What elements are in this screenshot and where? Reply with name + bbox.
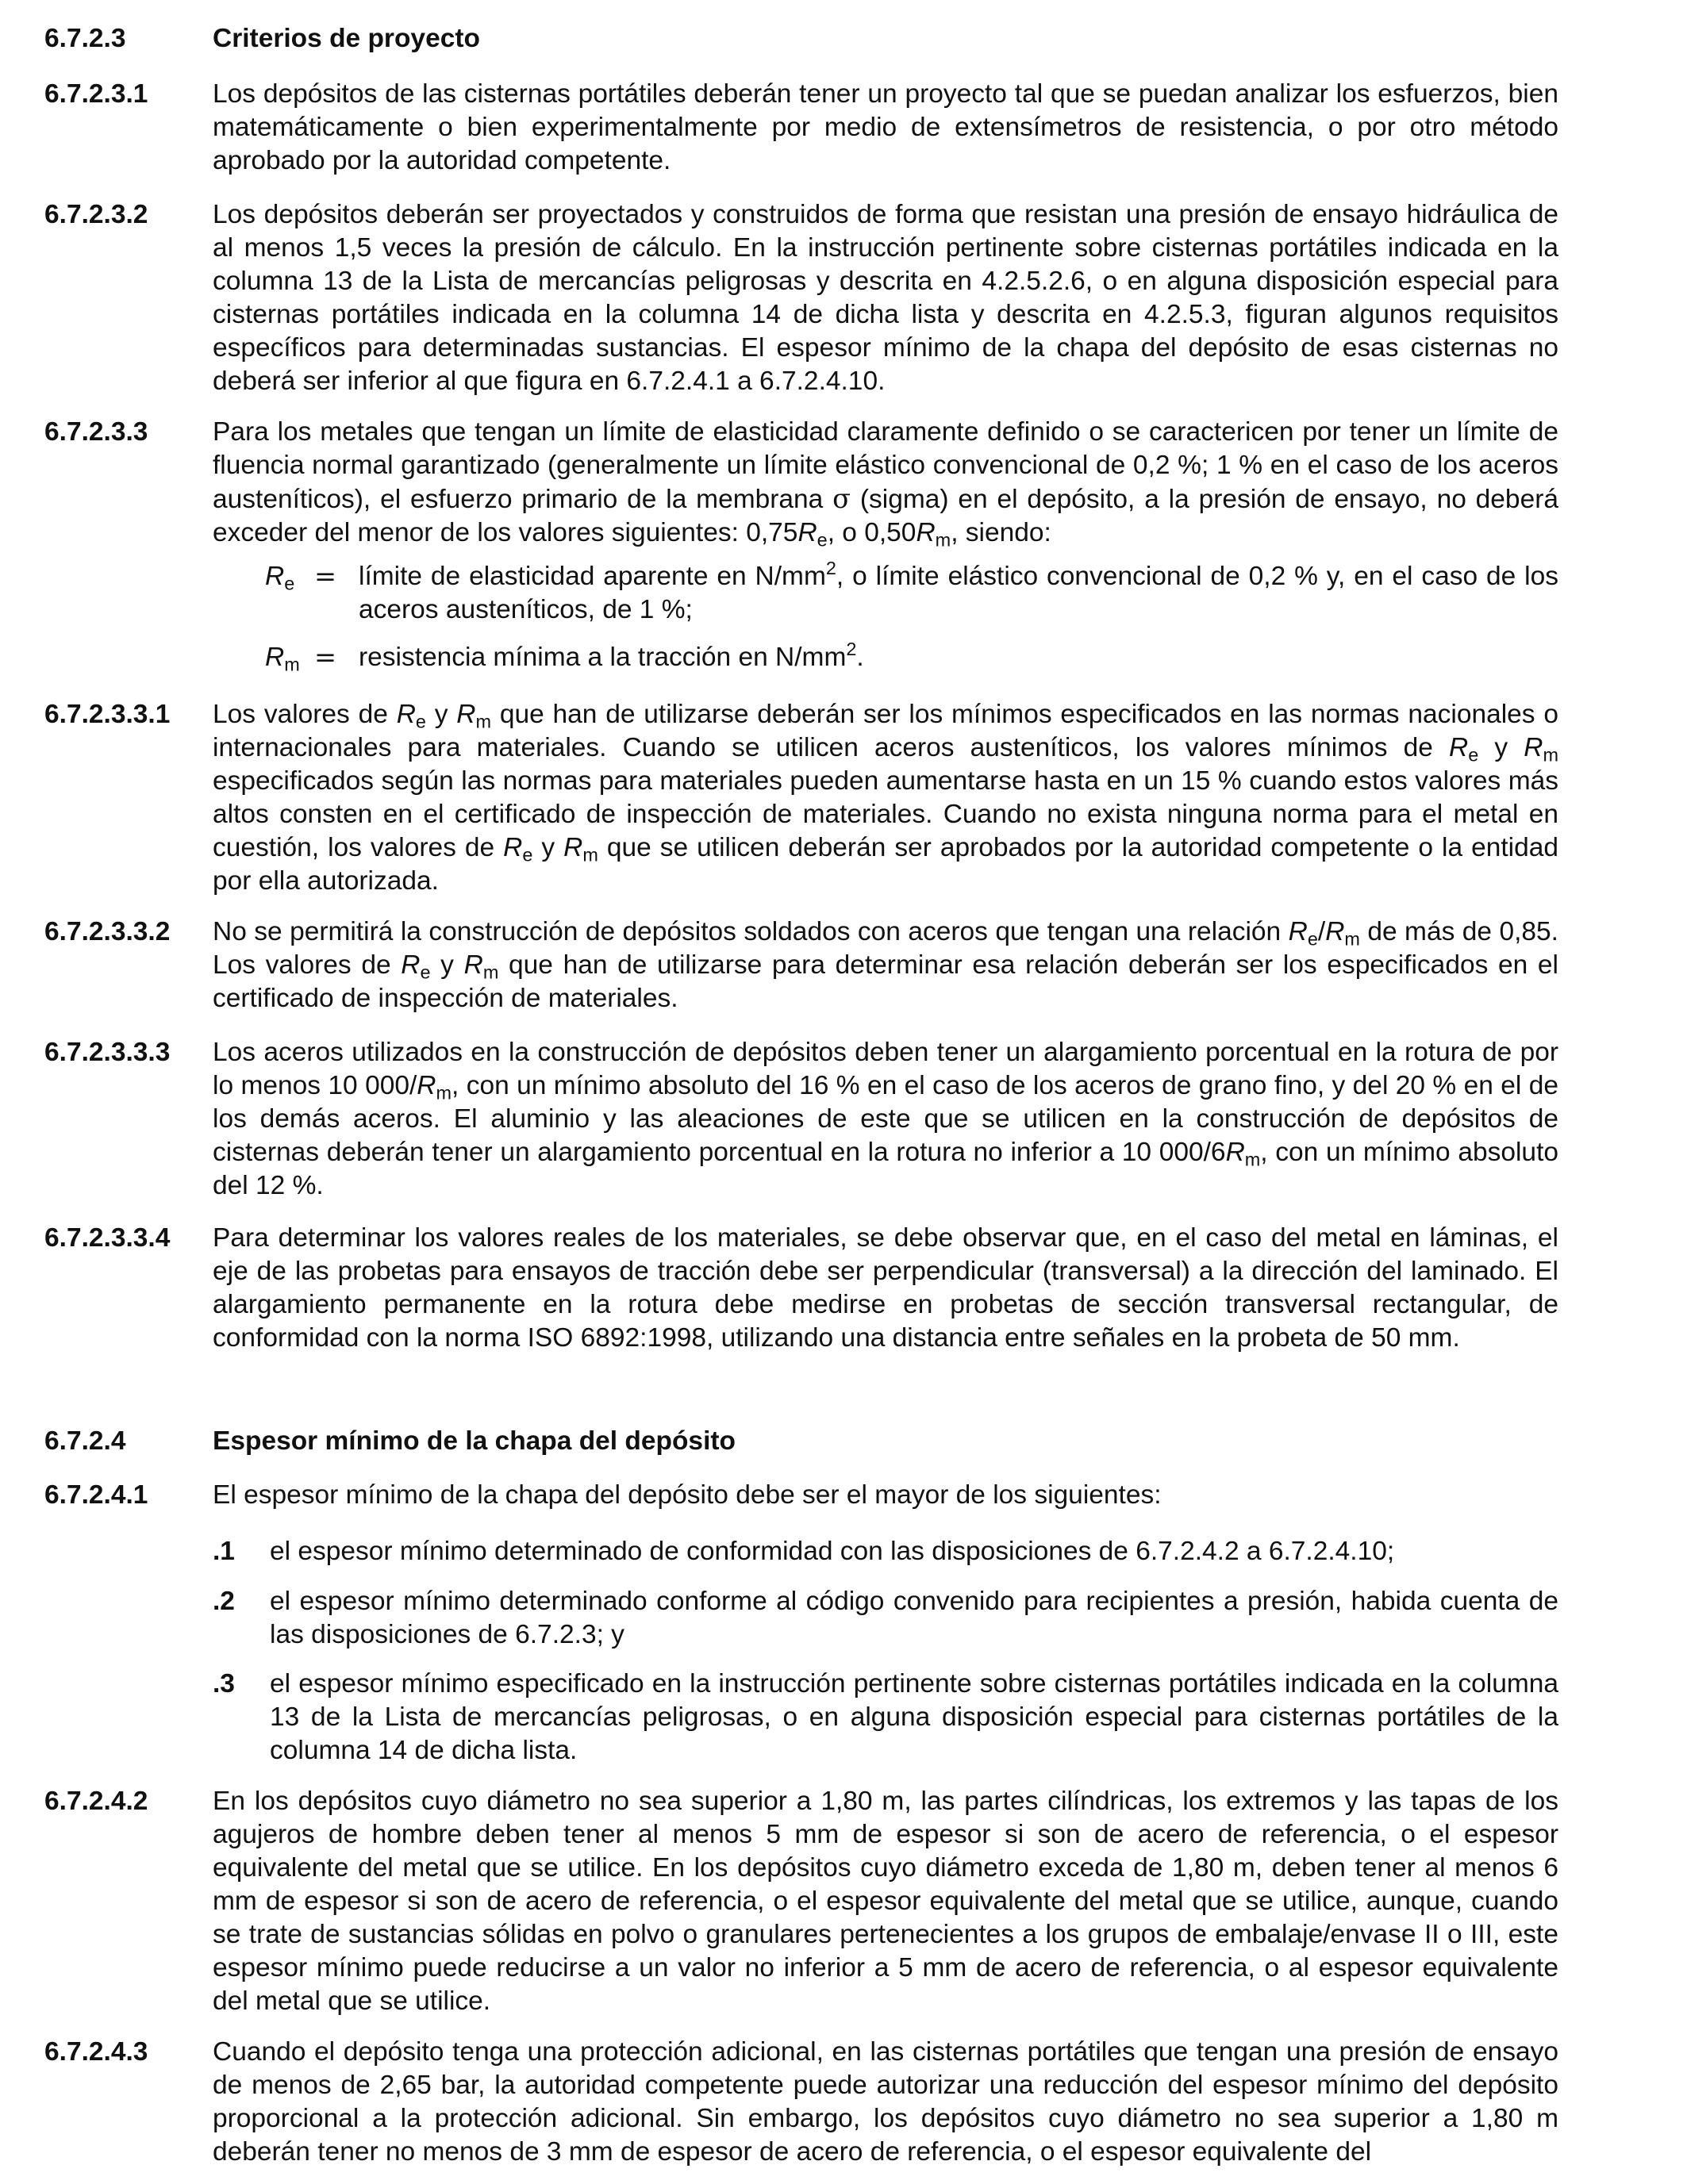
equals-sign: = (314, 561, 337, 592)
paragraph-number: 6.7.2.3.1 (44, 79, 148, 109)
paragraph-number: 6.7.2.3.3.3 (44, 1038, 171, 1067)
paragraph-number: 6.7.2.3.2 (44, 200, 148, 229)
definition-symbol-re: $R_e$ (265, 562, 295, 594)
paragraph-number: 6.7.2.4.1 (44, 1480, 148, 1510)
section-title: Espesor mínimo de la chapa del depósito (213, 1426, 736, 1456)
list-item-number: .1 (213, 1537, 235, 1566)
paragraph-text: Para los metales que tengan un límite de elasticidad claramente definido o se caractericen por tener un límite de fluencia normal garantizado (generalmente un límite elástico convencional de 0,2 %; 1 % en el caso de los aceros austeníticos), el esfuerzo primario de la membrana σ (sigma) en el depósito, a la presión de ensayo, no deberá exceder del menor de los valores siguientes: $0,75R_e$, o $0,50R_m$, siendo: (213, 417, 1558, 551)
paragraph-number: 6.7.2.3.3.2 (44, 917, 171, 946)
sigma-symbol: σ (832, 483, 851, 514)
paragraph-text: No se permitirá la construcción de depósitos soldados con aceros que tengan una relación $R_e/R_m$ de más de 0,85. Los valores de $R_e$ y $R_m$ que han de utilizarse para determinar esa relación deberán ser los especificados en el certificado de inspección de materiales. (213, 917, 1558, 1013)
list-item-number: .3 (213, 1669, 235, 1698)
section-number: 6.7.2.4 (44, 1426, 126, 1456)
equals-sign: = (314, 642, 337, 673)
paragraph-text: El espesor mínimo de la chapa del depósito debe ser el mayor de los siguientes: (213, 1480, 1162, 1510)
paragraph-number: 6.7.2.4.2 (44, 1787, 148, 1816)
list-item-text: el espesor mínimo determinado conforme al código convenido para recipientes a presión, habida cuenta de las disposiciones de 6.7.2.3; y (270, 1587, 1558, 1649)
definition-text-rm: resistencia mínima a la tracción en $N/mm^2$. (359, 639, 864, 672)
paragraph-text: Cuando el depósito tenga una protección adicional, en las cisternas portátiles que tengan una presión de ensayo de menos de 2,65 bar, la autoridad competente puede autorizar una reducción del espesor mínimo del depósito proporcional a la protección adicional. Sin embargo, los depósitos cuyo diámetro no sea superior a 1,80 m deberán tener no menos de 3 mm de espesor de acero de referencia, o el espesor equivalente del (213, 2037, 1558, 2167)
paragraph-number: 6.7.2.3.3.1 (44, 700, 171, 729)
section-title: Criterios de proyecto (213, 24, 480, 53)
definition-text-re: límite de elasticidad aparente en $N/mm^2$, o límite elástico convencional de 0,2 % y, en el caso de los aceros austeníticos, de 1 %; (359, 558, 1559, 624)
paragraph-number: 6.7.2.4.3 (44, 2037, 148, 2067)
paragraph-text: Los depósitos de las cisternas portátiles deberán tener un proyecto tal que se puedan analizar los esfuerzos, bien matemáticamente o bien experimentalmente por medio de extensímetros de resistencia, o por otro método aprobado por la autoridad competente. (213, 79, 1558, 175)
paragraph-number: 6.7.2.3.3 (44, 417, 148, 447)
list-item-number: .2 (213, 1587, 235, 1616)
paragraph-text: Para determinar los valores reales de los materiales, se debe observar que, en el caso del metal en láminas, el eje de las probetas para ensayos de tracción debe ser perpendicular (transversal) a la dirección del laminado. El alargamiento permanente en la rotura debe medirse en probetas de sección transversal rectangular, de conformidad con la norma ISO 6892:1998, utilizando una distancia entre señales en la probeta de 50 mm. (213, 1223, 1558, 1353)
paragraph-text: Los valores de $R_e$ y $R_m$ que han de utilizarse deberán ser los mínimos especificados en las normas nacionales o internacionales para materiales. Cuando se utilicen aceros austeníticos, los valores mínimos de $R_e$ y $R_m$ especificados según las normas para materiales pueden aumentarse hasta en un 15 % cuando estos valores más altos consten en el certificado de inspección de materiales. Cuando no exista ninguna norma para el metal en cuestión, los valores de $R_e$ y $R_m$ que se utilicen deberán ser aprobados por la autoridad competente o la entidad por ella autorizada. (213, 700, 1559, 896)
paragraph-number: 6.7.2.3.3.4 (44, 1223, 171, 1253)
paragraph-text: En los depósitos cuyo diámetro no sea superior a 1,80 m, las partes cilíndricas, los extremos y las tapas de los agujeros de hombre deben tener al menos 5 mm de espesor si son de acero de referencia, o el espesor equivalente del metal que se utilice. En los depósitos cuyo diámetro exceda de 1,80 m, deben tener al menos 6 mm de espesor si son de acero de referencia, o el espesor equivalente del metal que se utilice, aunque, cuando se trate de sustancias sólidas en polvo o granulares pertenecientes a los grupos de embalaje/envase II o III, este espesor mínimo puede reducirse a un valor no inferior a 5 mm de acero de referencia, o al espesor equivalente del metal que se utilice. (213, 1787, 1558, 2016)
list-item-text: el espesor mínimo determinado de conformidad con las disposiciones de 6.7.2.4.2 a 6.7.2.4.10; (270, 1537, 1395, 1566)
definition-symbol-rm: $R_m$ (265, 643, 300, 675)
paragraph-text: Los depósitos deberán ser proyectados y construidos de forma que resistan una presión de ensayo hidráulica de al menos 1,5 veces la presión de cálculo. En la instrucción pertinente sobre cisternas portátiles indicada en la columna 13 de la Lista de mercancías peligrosas y descrita en 4.2.5.2.6, o en alguna disposición especial para cisternas portátiles indicada en la columna 14 de dicha lista y descrita en 4.2.5.3, figuran algunos requisitos específicos para determinadas sustancias. El espesor mínimo de la chapa del depósito de esas cisternas no deberá ser inferior al que figura en 6.7.2.4.1 a 6.7.2.4.10. (213, 200, 1558, 396)
section-number: 6.7.2.3 (44, 24, 126, 53)
paragraph-text: Los aceros utilizados en la construcción de depósitos deben tener un alargamiento porcentual en la rotura de por lo menos 10 $000/R_m$, con un mínimo absoluto del 16 % en el caso de los aceros de grano fino, y del 20 % en el de los demás aceros. El aluminio y las aleaciones de este que se utilicen en la construcción de depósitos de cisternas deberán tener un alargamiento porcentual en la rotura no inferior a 10 $000/6R_m$, con un mínimo absoluto del 12 %. (213, 1038, 1559, 1200)
list-item-text: el espesor mínimo especificado en la instrucción pertinente sobre cisternas portátiles indicada en la columna 13 de la Lista de mercancías peligrosas, o en alguna disposición especial para cisternas portátiles de la columna 14 de dicha lista. (270, 1669, 1558, 1765)
